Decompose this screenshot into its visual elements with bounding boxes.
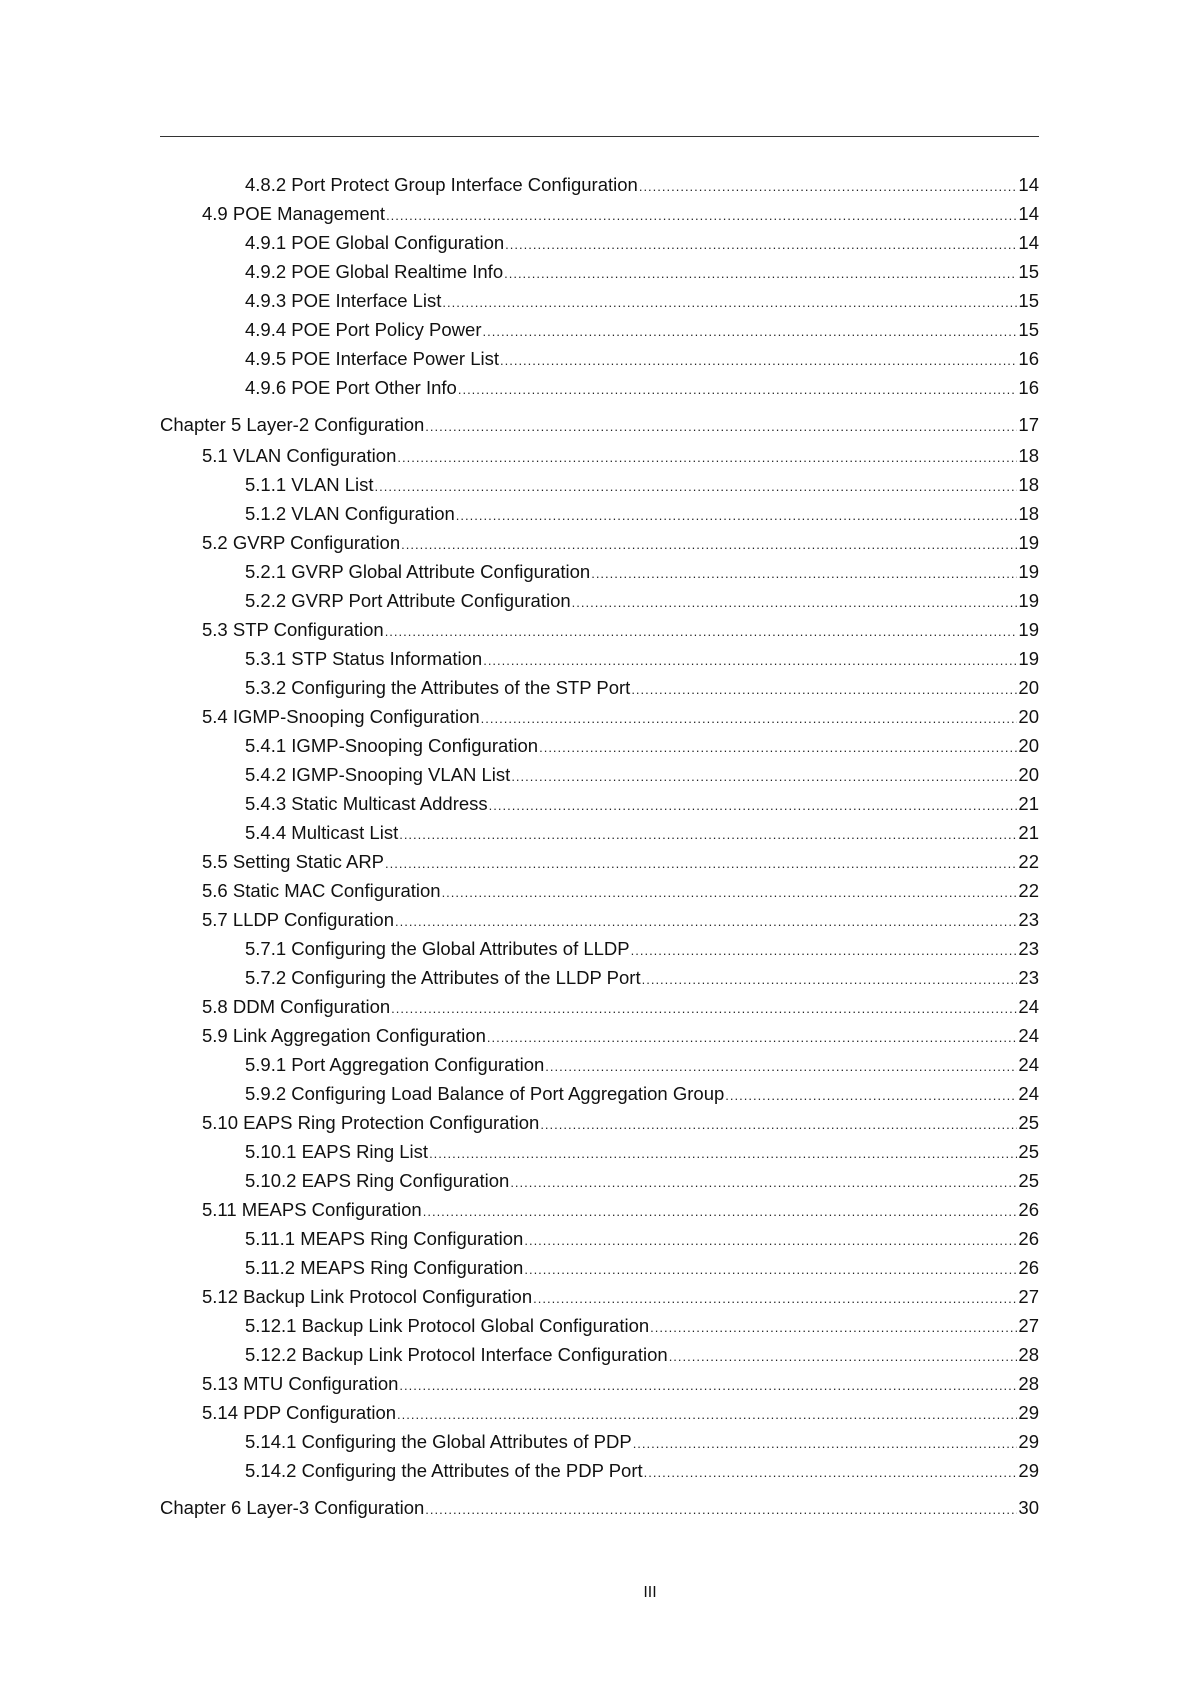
toc-entry-title: Chapter 6 Layer-3 Configuration (160, 1497, 425, 1518)
toc-entry-page: 24 (1018, 1083, 1039, 1104)
toc-entry-title: 4.9.3 POE Interface List (245, 290, 442, 311)
toc-entry-page: 18 (1018, 474, 1039, 495)
toc-entry-page: 26 (1018, 1228, 1039, 1249)
dot-leader (458, 375, 1018, 402)
dot-leader (397, 1400, 1017, 1427)
dot-leader (533, 1284, 1017, 1311)
toc-entry-page: 24 (1018, 996, 1039, 1017)
toc-entry[interactable] (160, 934, 1039, 963)
toc-entry-title: 4.9.4 POE Port Policy Power (245, 319, 482, 340)
toc-entry[interactable] (160, 1108, 1039, 1137)
dot-leader (395, 907, 1017, 934)
toc-entry[interactable] (160, 1340, 1039, 1369)
toc-entry-title: 5.3.1 STP Status Information (245, 648, 483, 669)
toc-entry[interactable] (160, 344, 1039, 373)
toc-entry-page: 20 (1018, 677, 1039, 698)
toc-entry[interactable] (160, 673, 1039, 702)
toc-entry[interactable] (160, 1253, 1039, 1282)
toc-entry-title: Chapter 5 Layer-2 Configuration (160, 414, 425, 435)
toc-entry-page: 25 (1018, 1141, 1039, 1162)
toc-entry[interactable] (160, 1166, 1039, 1195)
toc-entry-title: 4.9.6 POE Port Other Info (245, 377, 457, 398)
toc-entry-title: 5.8 DDM Configuration (202, 996, 391, 1017)
toc-entry[interactable] (160, 789, 1039, 818)
toc-entry-page: 25 (1018, 1170, 1039, 1191)
toc-entry[interactable] (160, 615, 1039, 644)
toc-entry[interactable] (160, 1137, 1039, 1166)
toc-entry[interactable] (160, 644, 1039, 673)
toc-entry-page: 18 (1018, 445, 1039, 466)
toc-entry-page: 27 (1018, 1315, 1039, 1336)
dot-leader (391, 994, 1017, 1021)
toc-entry[interactable] (160, 257, 1039, 286)
dot-leader (399, 820, 1017, 847)
toc-entry[interactable] (160, 373, 1039, 402)
dot-leader (591, 559, 1017, 586)
dot-leader (572, 588, 1018, 615)
toc-entry-page: 15 (1018, 261, 1039, 282)
dot-leader (386, 201, 1017, 228)
toc-entry-title: 5.11 MEAPS Configuration (202, 1199, 422, 1220)
toc-entry-title: 5.13 MTU Configuration (202, 1373, 399, 1394)
toc-entry[interactable] (160, 992, 1039, 1021)
dot-leader (631, 675, 1017, 702)
toc-entry-page: 28 (1018, 1373, 1039, 1394)
toc-entry-page: 15 (1018, 319, 1039, 340)
dot-leader (399, 1371, 1017, 1398)
toc-entry-title: 4.9.2 POE Global Realtime Info (245, 261, 504, 282)
dot-leader (524, 1255, 1017, 1282)
header-rule (160, 136, 1039, 137)
toc-entry[interactable] (160, 441, 1039, 470)
toc-entry-title: 5.7 LLDP Configuration (202, 909, 394, 930)
toc-entry-title: 5.12 Backup Link Protocol Configuration (202, 1286, 533, 1307)
dot-leader (483, 646, 1017, 673)
toc-entry[interactable] (160, 1195, 1039, 1224)
dot-leader (401, 530, 1017, 557)
toc-chapter-entry[interactable] (160, 1493, 1039, 1522)
toc-entry-title: 5.14.1 Configuring the Global Attributes of PDP (245, 1431, 632, 1452)
toc-entry-page: 29 (1018, 1460, 1039, 1481)
dot-leader (442, 288, 1017, 315)
toc-entry-title: 5.10 EAPS Ring Protection Configuration (202, 1112, 540, 1133)
toc-entry-title: 5.2.1 GVRP Global Attribute Configuration (245, 561, 591, 582)
toc-entry[interactable] (160, 1021, 1039, 1050)
toc-entry-title: 5.6 Static MAC Configuration (202, 880, 441, 901)
toc-entry-title: 5.1.1 VLAN List (245, 474, 374, 495)
toc-entry-page: 17 (1018, 414, 1039, 435)
toc-entry-page: 28 (1018, 1344, 1039, 1365)
toc-entry-title: 5.14 PDP Configuration (202, 1402, 397, 1423)
dot-leader (505, 230, 1017, 257)
toc-entry-title: 4.9.5 POE Interface Power List (245, 348, 499, 369)
toc-entry[interactable] (160, 557, 1039, 586)
toc-entry-page: 21 (1018, 793, 1039, 814)
toc-entry-page: 20 (1018, 764, 1039, 785)
dot-leader (483, 317, 1018, 344)
dot-leader (540, 1110, 1017, 1137)
toc-entry-title: 5.9.1 Port Aggregation Configuration (245, 1054, 545, 1075)
dot-leader (504, 259, 1017, 286)
toc-entry[interactable] (160, 199, 1039, 228)
toc-entry-title: 5.1.2 VLAN Configuration (245, 503, 455, 524)
dot-leader (375, 472, 1018, 499)
toc-entry-page: 20 (1018, 735, 1039, 756)
dot-leader (669, 1342, 1018, 1369)
toc-entry-page: 19 (1018, 590, 1039, 611)
dot-leader (545, 1052, 1017, 1079)
dot-leader (524, 1226, 1017, 1253)
toc-entry-page: 19 (1018, 532, 1039, 553)
toc-entry-page: 29 (1018, 1431, 1039, 1452)
dot-leader (725, 1081, 1017, 1108)
toc-entry-title: 5.11.1 MEAPS Ring Configuration (245, 1228, 524, 1249)
toc-entry-title: 5.1 VLAN Configuration (202, 445, 397, 466)
toc-entry-title: 4.9 POE Management (202, 203, 386, 224)
toc-entry[interactable] (160, 1427, 1039, 1456)
toc-entry[interactable] (160, 1050, 1039, 1079)
toc-entry-title: 5.11.2 MEAPS Ring Configuration (245, 1257, 524, 1278)
toc-entry-page: 23 (1018, 909, 1039, 930)
dot-leader (442, 878, 1018, 905)
toc-entry-title: 4.9.1 POE Global Configuration (245, 232, 505, 253)
toc-entry-page: 20 (1018, 706, 1039, 727)
toc-entry[interactable] (160, 1369, 1039, 1398)
table-of-contents (160, 170, 1039, 1524)
dot-leader (644, 1458, 1018, 1485)
toc-entry-title: 5.3.2 Configuring the Attributes of the STP Port (245, 677, 631, 698)
toc-entry[interactable] (160, 586, 1039, 615)
dot-leader (650, 1313, 1017, 1340)
toc-entry-page: 22 (1018, 851, 1039, 872)
toc-entry[interactable] (160, 1282, 1039, 1311)
toc-entry[interactable] (160, 905, 1039, 934)
dot-leader (481, 704, 1018, 731)
dot-leader (423, 1197, 1018, 1224)
toc-entry[interactable] (160, 731, 1039, 760)
dot-leader (385, 617, 1018, 644)
toc-entry[interactable] (160, 963, 1039, 992)
toc-entry-page: 26 (1018, 1199, 1039, 1220)
toc-entry-title: 5.7.2 Configuring the Attributes of the LLDP Port (245, 967, 641, 988)
toc-entry-page: 22 (1018, 880, 1039, 901)
toc-entry-title: 5.14.2 Configuring the Attributes of the PDP Port (245, 1460, 643, 1481)
dot-leader (633, 1429, 1018, 1456)
toc-entry-page: 25 (1018, 1112, 1039, 1133)
dot-leader (429, 1139, 1017, 1166)
toc-entry-title: 5.3 STP Configuration (202, 619, 384, 640)
toc-entry-page: 21 (1018, 822, 1039, 843)
toc-entry[interactable] (160, 470, 1039, 499)
dot-leader (487, 1023, 1018, 1050)
toc-entry-title: 5.12.2 Backup Link Protocol Interface Configuration (245, 1344, 668, 1365)
dot-leader (511, 762, 1017, 789)
toc-entry-title: 4.8.2 Port Protect Group Interface Configuration (245, 174, 638, 195)
toc-entry[interactable] (160, 228, 1039, 257)
toc-entry-title: 5.4.2 IGMP-Snooping VLAN List (245, 764, 511, 785)
toc-entry-page: 14 (1018, 203, 1039, 224)
toc-entry-page: 19 (1018, 561, 1039, 582)
dot-leader (385, 849, 1017, 876)
toc-entry-page: 14 (1018, 232, 1039, 253)
dot-leader (639, 172, 1018, 199)
toc-entry-title: 5.2 GVRP Configuration (202, 532, 401, 553)
toc-entry-title: 5.12.1 Backup Link Protocol Global Configuration (245, 1315, 650, 1336)
toc-entry-title: 5.4 IGMP-Snooping Configuration (202, 706, 480, 727)
toc-entry-title: 5.2.2 GVRP Port Attribute Configuration (245, 590, 571, 611)
page-number: III (643, 1584, 657, 1601)
toc-entry[interactable] (160, 876, 1039, 905)
toc-entry[interactable] (160, 315, 1039, 344)
toc-entry-page: 29 (1018, 1402, 1039, 1423)
toc-entry-title: 5.9.2 Configuring Load Balance of Port Aggregation Group (245, 1083, 725, 1104)
toc-entry-title: 5.4.4 Multicast List (245, 822, 399, 843)
toc-entry-page: 23 (1018, 938, 1039, 959)
toc-entry-title: 5.10.2 EAPS Ring Configuration (245, 1170, 510, 1191)
toc-entry-page: 16 (1018, 348, 1039, 369)
dot-leader (510, 1168, 1017, 1195)
toc-entry[interactable] (160, 847, 1039, 876)
toc-entry-page: 23 (1018, 967, 1039, 988)
toc-entry-page: 18 (1018, 503, 1039, 524)
toc-entry[interactable] (160, 1079, 1039, 1108)
toc-entry-page: 15 (1018, 290, 1039, 311)
toc-entry[interactable] (160, 170, 1039, 199)
toc-entry[interactable] (160, 1311, 1039, 1340)
toc-entry-title: 5.4.1 IGMP-Snooping Configuration (245, 735, 539, 756)
toc-entry-page: 14 (1018, 174, 1039, 195)
toc-entry-title: 5.10.1 EAPS Ring List (245, 1141, 429, 1162)
dot-leader (539, 733, 1017, 760)
toc-entry[interactable] (160, 818, 1039, 847)
dot-leader (456, 501, 1018, 528)
toc-entry-title: 5.4.3 Static Multicast Address (245, 793, 488, 814)
toc-entry-page: 19 (1018, 619, 1039, 640)
toc-entry-page: 24 (1018, 1054, 1039, 1075)
toc-chapter-entry[interactable] (160, 410, 1039, 439)
toc-entry-page: 27 (1018, 1286, 1039, 1307)
toc-entry-title: 5.9 Link Aggregation Configuration (202, 1025, 486, 1046)
toc-entry[interactable] (160, 1224, 1039, 1253)
dot-leader (397, 443, 1017, 470)
dot-leader (425, 1495, 1017, 1522)
toc-entry-page: 16 (1018, 377, 1039, 398)
dot-leader (425, 412, 1017, 439)
toc-entry[interactable] (160, 1456, 1039, 1485)
toc-entry-title: 5.5 Setting Static ARP (202, 851, 385, 872)
toc-entry[interactable] (160, 286, 1039, 315)
dot-leader (642, 965, 1018, 992)
toc-entry-page: 30 (1018, 1497, 1039, 1518)
toc-entry-page: 19 (1018, 648, 1039, 669)
toc-entry[interactable] (160, 702, 1039, 731)
toc-entry[interactable] (160, 499, 1039, 528)
dot-leader (500, 346, 1017, 373)
dot-leader (489, 791, 1018, 818)
toc-entry[interactable] (160, 1398, 1039, 1427)
dot-leader (631, 936, 1018, 963)
toc-entry-page: 24 (1018, 1025, 1039, 1046)
toc-entry-page: 26 (1018, 1257, 1039, 1278)
toc-entry[interactable] (160, 760, 1039, 789)
toc-entry[interactable] (160, 528, 1039, 557)
toc-entry-title: 5.7.1 Configuring the Global Attributes of LLDP (245, 938, 630, 959)
